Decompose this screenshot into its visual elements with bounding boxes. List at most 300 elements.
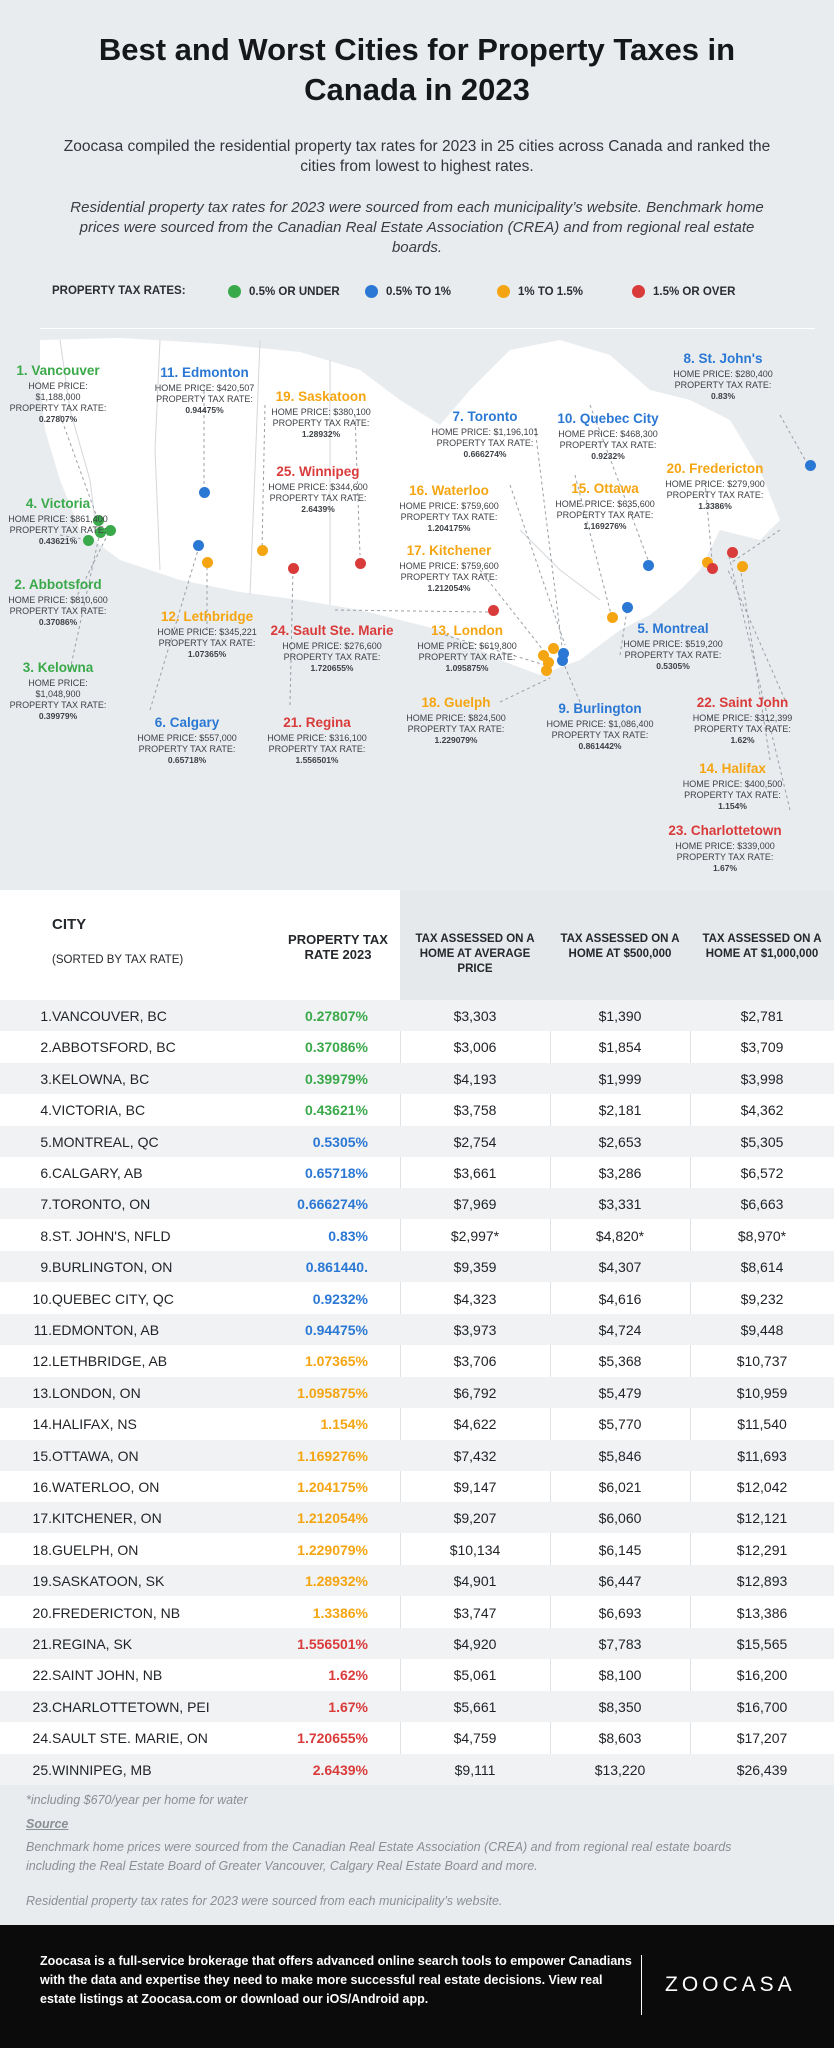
tax-500k-cell: $3,331: [598, 1196, 642, 1213]
tax-1m-cell: $3,998: [740, 1070, 784, 1087]
map-rate-label: PROPERTY TAX RATE:: [9, 606, 107, 616]
map-rate-value: 0.37086%: [38, 617, 78, 627]
rate-cell: 1.095875%: [297, 1384, 368, 1401]
footer: [0, 1925, 834, 2048]
rank-cell: 19.: [32, 1573, 52, 1590]
table-row: [0, 1408, 834, 1439]
tax-500k-cell: $4,724: [598, 1322, 642, 1338]
city-cell: HALIFAX, NS: [52, 1416, 137, 1433]
map-rate-label: PROPERTY TAX RATE:: [674, 380, 772, 390]
map-rate-label: PROPERTY TAX RATE:: [666, 490, 764, 500]
legend: [52, 282, 792, 302]
rate-cell: 1.229079%: [297, 1541, 368, 1558]
map-city-label: [618, 620, 728, 672]
tax-500k-cell: $1,999: [598, 1070, 642, 1087]
rate-cell: 0.27807%: [304, 1008, 368, 1024]
table-row: [0, 1377, 834, 1408]
tax-500k-cell: $4,820*: [595, 1227, 645, 1244]
table-row: [0, 1534, 834, 1565]
tax-500k-cell: $5,479: [598, 1384, 642, 1401]
legend-item: [365, 285, 451, 298]
avg-tax-cell: $4,622: [453, 1416, 497, 1433]
tax-1m-cell: $9,232: [740, 1290, 784, 1307]
rate-cell: 0.94475%: [304, 1322, 368, 1338]
legend-label: 0.5% OR UNDER: [249, 285, 340, 298]
city-cell: VANCOUVER, BC: [52, 1008, 167, 1024]
rank-cell: 5.: [40, 1133, 52, 1150]
map-rate-label: PROPERTY TAX RATE:: [158, 638, 256, 648]
map-city-name: 5. Montreal: [637, 621, 709, 636]
tax-1m-cell: $5,305: [740, 1133, 784, 1150]
map-city-name: 17. Kitchener: [406, 543, 492, 558]
tax-500k-cell: $4,307: [598, 1259, 642, 1276]
tax-500k-cell: $8,100: [598, 1667, 642, 1684]
map-city-name: 13. London: [431, 623, 503, 638]
map-home-price: HOME PRICE: $344,600: [268, 482, 368, 492]
avg-tax-cell: $6,792: [453, 1384, 497, 1401]
map-city-label: [262, 714, 372, 766]
avg-tax-cell: $5,061: [453, 1667, 497, 1684]
map-city-name: 19. Saskatoon: [275, 389, 367, 404]
map-city-label: [548, 410, 668, 462]
table-row: [0, 1565, 834, 1596]
rate-cell: 0.9232%: [312, 1290, 368, 1307]
footer-divider: [641, 1955, 642, 2015]
table-row: [0, 1094, 834, 1125]
map-city-label: [420, 408, 550, 460]
city-cell: WATERLOO, ON: [52, 1479, 160, 1495]
page-title: Best and Worst Cities for Property Taxes in Canada in 2023: [98, 32, 736, 107]
rate-cell: 0.65718%: [304, 1165, 368, 1181]
rank-cell: 6.: [40, 1165, 52, 1181]
rate-cell: 1.169276%: [297, 1447, 368, 1464]
map-home-price: HOME PRICE: $380,100: [271, 407, 371, 417]
city-marker-icon[interactable]: [488, 605, 499, 616]
legend-item: [632, 285, 735, 298]
avg-tax-cell: $9,207: [453, 1510, 497, 1527]
map-city-label: [675, 760, 790, 812]
tax-1m-cell: $11,693: [737, 1447, 787, 1464]
h1m-header: TAX ASSESSED ON A HOME AT $1,000,000: [702, 933, 822, 960]
city-cell: CHARLOTTETOWN, PEI: [52, 1698, 210, 1715]
avg-tax-cell: $3,973: [453, 1322, 497, 1338]
avg-tax-cell: $2,754: [453, 1133, 497, 1150]
table-row: [0, 1440, 834, 1471]
canada-map: [0, 330, 834, 890]
city-cell: SASKATOON, SK: [52, 1573, 165, 1590]
tax-1m-cell: $26,439: [736, 1761, 788, 1778]
map-home-price: HOME PRICE: $468,300: [558, 429, 658, 439]
map-rate-value: 1.28932%: [301, 429, 341, 439]
city-cell: GUELPH, ON: [52, 1541, 139, 1558]
tax-1m-cell: $17,207: [736, 1730, 788, 1747]
tax-500k-cell: $4,616: [598, 1290, 642, 1307]
map-city-name: 1. Vancouver: [16, 363, 100, 378]
divider: [40, 328, 815, 329]
rank-cell: 24.: [32, 1730, 52, 1747]
map-rate-value: 0.27807%: [38, 414, 78, 424]
table-row: [0, 1251, 834, 1282]
map-city-name: 21. Regina: [283, 715, 351, 730]
city-cell: FREDERICTON, NB: [52, 1604, 181, 1621]
rank-cell: 23.: [32, 1698, 52, 1715]
map-city-name: 15. Ottawa: [571, 481, 639, 496]
map-city-name: 14. Halifax: [699, 761, 766, 776]
map-city-label: [8, 495, 108, 547]
rate-cell: 1.154%: [320, 1416, 368, 1433]
city-marker-icon[interactable]: [557, 655, 568, 666]
rank-cell: 10.: [32, 1290, 52, 1307]
asterisk-note: *including $670/year per home for water: [26, 1793, 248, 1807]
rank-cell: 14.: [32, 1416, 52, 1433]
map-home-price: HOME PRICE: $1,086,400: [546, 719, 654, 729]
rate-cell: 0.43621%: [304, 1102, 368, 1119]
tax-500k-cell: $5,368: [598, 1353, 642, 1370]
city-marker-icon[interactable]: [805, 460, 816, 471]
map-rate-label: PROPERTY TAX RATE:: [156, 394, 253, 404]
map-rate-value: 1.720655%: [310, 663, 354, 673]
avg-tax-cell: $4,901: [453, 1573, 497, 1590]
map-home-price: HOME PRICE: $824,500: [406, 713, 506, 723]
map-city-name: 23. Charlottetown: [668, 823, 782, 838]
tax-1m-cell: $2,781: [740, 1008, 784, 1024]
orange-dot-icon: [497, 285, 510, 298]
rate-cell: 0.39979%: [304, 1070, 368, 1087]
map-rate-value: 0.861442%: [578, 741, 622, 751]
map-home-price: HOME PRICE: $619,800: [417, 641, 517, 651]
map-rate-value: 1.62%: [730, 735, 755, 745]
tax-1m-cell: $4,362: [740, 1102, 784, 1119]
city-cell: TORONTO, ON: [52, 1196, 151, 1213]
city-cell: BURLINGTON, ON: [52, 1259, 173, 1276]
rank-cell: 1.: [40, 1008, 52, 1024]
city-cell: QUEBEC CITY, QC: [52, 1290, 174, 1307]
source-text: Benchmark home prices were sourced from the Canadian Real Estate Association (CREA) and from regional real estate boards including the Real Estate Board of Greater Vancouver, Calgary Real Estate Board and more.: [26, 1840, 732, 1873]
map-rate-label: PROPERTY TAX RATE:: [9, 525, 107, 535]
table-row: [0, 1157, 834, 1188]
map-rate-label: PROPERTY TAX RATE:: [9, 700, 107, 710]
map-city-label: [680, 694, 805, 746]
legend-label: 1.5% OR OVER: [653, 285, 736, 298]
map-rate-value: 0.9232%: [591, 451, 625, 461]
map-home-price: HOME PRICE: $276,600: [282, 641, 382, 651]
table-row: [0, 1628, 834, 1659]
avg-tax-cell: $3,303: [453, 1008, 497, 1024]
table-row: [0, 1659, 834, 1690]
tax-500k-cell: $5,846: [598, 1447, 642, 1464]
tax-1m-cell: $10,959: [736, 1384, 788, 1401]
tax-500k-cell: $6,060: [598, 1510, 642, 1527]
map-rate-label: PROPERTY TAX RATE:: [272, 418, 370, 428]
map-rate-label: PROPERTY TAX RATE:: [283, 652, 381, 662]
tax-1m-cell: $12,893: [736, 1573, 788, 1590]
legend-label: 0.5% TO 1%: [386, 285, 451, 298]
map-city-label: [384, 482, 514, 534]
zoocasa-logo: ZOOCASA: [665, 1973, 796, 1996]
map-city-name: 9. Burlington: [558, 701, 642, 716]
map-city-name: 20. Fredericton: [666, 461, 764, 476]
rank-cell: 17.: [32, 1510, 52, 1527]
map-city-label: [142, 608, 272, 660]
avg-tax-cell: $7,969: [453, 1196, 497, 1213]
table-row: [0, 1345, 834, 1376]
map-rate-label: PROPERTY TAX RATE:: [268, 744, 366, 754]
rate-cell: 1.62%: [328, 1667, 368, 1684]
map-rate-label: PROPERTY TAX RATE:: [551, 730, 649, 740]
map-rate-value: 1.229079%: [434, 735, 478, 745]
city-cell: ABBOTSFORD, BC: [52, 1039, 176, 1056]
city-marker-icon[interactable]: [548, 643, 559, 654]
map-city-name: 4. Victoria: [25, 496, 91, 511]
rank-cell: 25.: [32, 1761, 52, 1778]
table-row: [0, 1126, 834, 1157]
tax-500k-cell: $13,220: [594, 1761, 646, 1778]
map-rate-value: 0.666274%: [463, 449, 507, 459]
map-city-name: 10. Quebec City: [557, 411, 659, 426]
tax-1m-cell: $12,291: [736, 1541, 788, 1558]
map-city-label: [262, 622, 402, 674]
city-marker-icon[interactable]: [193, 540, 204, 551]
avg-tax-cell: $3,758: [453, 1102, 497, 1119]
table-row: [0, 1314, 834, 1345]
table-row: [0, 1502, 834, 1533]
map-home-price: HOME PRICE: $345,221: [157, 627, 257, 637]
avg-tax-cell: $9,359: [453, 1259, 497, 1276]
tax-500k-cell: $6,447: [598, 1573, 642, 1590]
map-home-price: HOME PRICE: $635,600: [555, 499, 655, 509]
tax-1m-cell: $16,200: [736, 1667, 788, 1684]
map-city-label: [384, 542, 514, 594]
rates-source: Residential property tax rates for 2023 were sourced from each municipality’s website.: [26, 1894, 503, 1908]
map-rate-label: PROPERTY TAX RATE:: [556, 510, 654, 520]
city-marker-icon[interactable]: [257, 545, 268, 556]
map-city-name: 3. Kelowna: [22, 660, 94, 675]
avg-tax-cell: $3,706: [453, 1353, 497, 1370]
tax-1m-cell: $9,448: [740, 1322, 784, 1338]
map-rate-value: 1.095875%: [445, 663, 489, 673]
map-rate-label: PROPERTY TAX RATE:: [269, 493, 367, 503]
city-cell: SAINT JOHN, NB: [52, 1667, 163, 1684]
rate-cell: 1.212054%: [297, 1510, 368, 1527]
rate-cell: 1.556501%: [297, 1636, 368, 1652]
map-rate-label: PROPERTY TAX RATE:: [684, 790, 781, 800]
map-home-price: HOME PRICE: $420,507: [154, 383, 255, 393]
map-city-label: [402, 622, 532, 674]
avg-tax-cell: $4,323: [453, 1290, 497, 1307]
tax-1m-cell: $12,042: [736, 1479, 788, 1495]
rank-cell: 20.: [32, 1604, 52, 1621]
tax-500k-cell: $8,350: [598, 1698, 642, 1715]
green-dot-icon: [228, 285, 241, 298]
rate-cell: 1.720655%: [297, 1730, 368, 1747]
city-marker-icon[interactable]: [707, 563, 718, 574]
tax-1m-cell: $6,572: [740, 1165, 784, 1181]
tax-1m-cell: $6,663: [740, 1196, 784, 1213]
tax-1m-cell: $15,565: [736, 1636, 788, 1652]
rate-cell: 1.67%: [328, 1698, 368, 1715]
city-cell: LETHBRIDGE, AB: [52, 1353, 168, 1370]
city-cell: KITCHENER, ON: [52, 1510, 162, 1527]
avg-tax-cell: $9,111: [454, 1761, 496, 1778]
legend-item: [497, 285, 583, 298]
city-marker-icon[interactable]: [643, 560, 654, 571]
tax-500k-cell: $7,783: [598, 1636, 642, 1652]
avg-tax-cell: $4,193: [453, 1070, 497, 1087]
tax-500k-cell: $5,770: [598, 1416, 642, 1433]
rank-cell: 11.: [33, 1322, 52, 1338]
avg-tax-cell: $4,920: [453, 1636, 497, 1652]
map-rate-label: PROPERTY TAX RATE:: [624, 650, 722, 660]
map-home-price: HOME PRICE: $1,188,000: [28, 381, 88, 402]
city-marker-icon[interactable]: [737, 561, 748, 572]
footer-text: Zoocasa is a full-service brokerage that offers advanced online search tools to empower Canadians with the data and expertise they need to make more successful real estate decisions. View real estate listings at Zoocasa.com or download our iOS/Android app.: [40, 1954, 632, 2006]
tax-1m-cell: $8,970*: [737, 1227, 787, 1244]
city-marker-icon[interactable]: [541, 665, 552, 676]
map-city-name: 11. Edmonton: [160, 365, 249, 380]
source-heading: Source: [26, 1817, 69, 1831]
rank-cell: 9.: [40, 1259, 52, 1276]
map-home-price: HOME PRICE: $1,196,101: [431, 427, 539, 437]
map-city-name: 2. Abbotsford: [14, 577, 102, 592]
rank-cell: 2.: [40, 1039, 52, 1056]
table-row: [0, 1754, 834, 1785]
avg-tax-cell: $10,134: [449, 1541, 501, 1558]
avg-tax-cell: $4,759: [453, 1730, 497, 1747]
city-marker-icon[interactable]: [202, 557, 213, 568]
legend-label: 1% TO 1.5%: [518, 285, 583, 298]
rate-header: PROPERTY TAX RATE 2023: [288, 932, 388, 962]
tax-500k-cell: $2,653: [598, 1133, 642, 1150]
tax-500k-cell: $8,603: [598, 1730, 642, 1747]
city-marker-icon[interactable]: [622, 602, 633, 613]
tax-1m-cell: $8,614: [740, 1259, 784, 1276]
tax-1m-cell: $3,709: [740, 1039, 784, 1056]
map-rate-value: 1.3386%: [698, 501, 732, 511]
table-row: [0, 1597, 834, 1628]
table-row: [0, 1283, 834, 1314]
map-city-label: [142, 364, 267, 416]
map-city-name: 6. Calgary: [154, 715, 220, 730]
map-rate-value: 2.6439%: [301, 504, 335, 514]
map-home-price: HOME PRICE: $400,500: [682, 779, 783, 789]
table-row: [0, 1000, 834, 1031]
map-rate-label: PROPERTY TAX RATE:: [400, 512, 498, 522]
rank-cell: 18.: [32, 1541, 52, 1558]
city-cell: REGINA, SK: [52, 1636, 133, 1652]
avg-header: TAX ASSESSED ON A HOME AT AVERAGE PRICE: [415, 933, 535, 975]
table-row: [0, 1220, 834, 1251]
rank-cell: 15.: [32, 1447, 52, 1464]
tax-500k-cell: $6,021: [598, 1479, 642, 1495]
city-cell: KELOWNA, BC: [52, 1070, 150, 1087]
map-city-label: [258, 388, 384, 440]
map-city-name: 24. Sault Ste. Marie: [270, 623, 394, 638]
map-rate-label: PROPERTY TAX RATE:: [407, 724, 505, 734]
map-city-label: [392, 694, 520, 746]
rate-cell: 1.28932%: [304, 1573, 368, 1590]
map-home-price: HOME PRICE: $339,000: [675, 841, 775, 851]
city-cell: MONTREAL, QC: [52, 1133, 159, 1150]
map-rate-value: 1.67%: [712, 863, 738, 873]
table-row: [0, 1471, 834, 1502]
avg-tax-cell: $2,997*: [450, 1227, 500, 1244]
table-row: [0, 1188, 834, 1219]
map-rate-label: PROPERTY TAX RATE:: [400, 572, 498, 582]
map-home-price: HOME PRICE: $759,600: [399, 501, 499, 511]
map-home-price: HOME PRICE: $280,400: [673, 369, 773, 379]
map-rate-value: 1.154%: [718, 801, 747, 811]
rank-cell: 13.: [32, 1384, 52, 1401]
city-marker-icon[interactable]: [607, 612, 618, 623]
tax-1m-cell: $13,386: [736, 1604, 788, 1621]
map-home-price: HOME PRICE: $759,600: [399, 561, 499, 571]
map-city-label: [655, 822, 795, 874]
city-marker-icon[interactable]: [727, 547, 738, 558]
blue-dot-icon: [365, 285, 378, 298]
table-row: [0, 1691, 834, 1722]
city-cell: VICTORIA, BC: [52, 1102, 146, 1119]
legend-item: [228, 285, 340, 298]
map-city-label: [8, 576, 108, 628]
rate-cell: 1.3386%: [312, 1604, 368, 1621]
legend-title: PROPERTY TAX RATES:: [52, 285, 186, 297]
map-rate-label: PROPERTY TAX RATE:: [436, 438, 534, 448]
intro-text: Zoocasa compiled the residential property tax rates for 2023 in 25 cities across Canada and ranked the cities from lowest to highest rates.: [63, 138, 771, 175]
map-city-name: 8. St. John's: [683, 351, 763, 366]
map-city-label: [650, 460, 780, 512]
rank-cell: 8.: [40, 1227, 52, 1244]
rank-cell: 4.: [40, 1102, 52, 1119]
map-city-label: [668, 350, 778, 402]
city-cell: OTTAWA, ON: [52, 1447, 139, 1464]
map-city-label: [8, 362, 108, 425]
city-cell: CALGARY, AB: [52, 1165, 143, 1181]
tax-1m-cell: $10,737: [736, 1353, 788, 1370]
map-rate-value: 1.07365%: [187, 649, 227, 659]
avg-tax-cell: $5,661: [453, 1698, 497, 1715]
map-rate-value: 1.556501%: [295, 755, 339, 765]
city-marker-icon[interactable]: [288, 563, 299, 574]
tax-500k-cell: $1,390: [598, 1008, 642, 1024]
map-rate-value: 0.43621%: [38, 536, 78, 546]
rate-cell: 0.83%: [328, 1227, 368, 1244]
city-marker-icon[interactable]: [355, 558, 366, 569]
rate-cell: 0.666274%: [297, 1196, 368, 1213]
map-rate-value: 0.83%: [710, 391, 736, 401]
city-marker-icon[interactable]: [199, 487, 210, 498]
map-home-price: HOME PRICE: $1,048,900: [28, 678, 88, 699]
avg-tax-cell: $9,147: [453, 1479, 497, 1495]
city-header: CITY: [52, 916, 87, 933]
city-cell: WINNIPEG, MB: [52, 1761, 152, 1778]
map-city-label: [8, 659, 108, 722]
tax-500k-cell: $6,693: [598, 1604, 642, 1621]
map-rate-label: PROPERTY TAX RATE:: [676, 852, 774, 862]
map-rate-label: PROPERTY TAX RATE:: [559, 440, 657, 450]
tax-500k-cell: $2,181: [598, 1102, 642, 1119]
map-city-name: 22. Saint John: [696, 695, 789, 710]
map-city-label: [258, 463, 378, 515]
map-home-price: HOME PRICE: $557,000: [137, 733, 237, 743]
rank-cell: 16.: [32, 1479, 52, 1495]
map-rate-value: 0.65718%: [167, 755, 207, 765]
avg-tax-cell: $3,006: [453, 1039, 497, 1056]
table-row: [0, 1722, 834, 1753]
city-cell: LONDON, ON: [52, 1384, 141, 1401]
rank-cell: 22.: [32, 1667, 52, 1684]
methodology-note: Residential property tax rates for 2023 were sourced from each municipality’s website. Benchmark home prices were sourced from the Canadian Real Estate Association (CREA) and from regional real estate boards.: [70, 199, 764, 256]
map-rate-value: 0.39979%: [38, 711, 78, 721]
